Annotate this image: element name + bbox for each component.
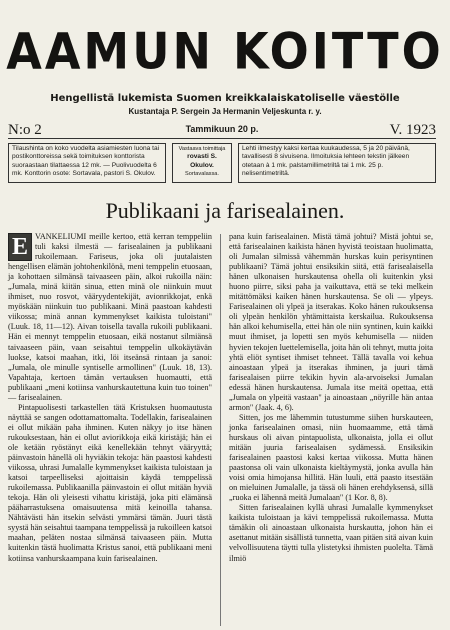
article-column-left: [8, 232, 212, 564]
article-paragraph: pana kuin farisealainen. Mistä tämä johtui? Mistä johtui se, että farisealainen kaikista hänen hyvistä teoistaan huolimatta, oli Jumalan silmissä vähemmän hurskas kuin perisyntinen publikaani? Tämä johtui ensiksikin siitä, että farisealaisella hänen ulkonaisen hurskautensa ohella oli kuitenkin yksi huono piirre, siksi paha ja vaikuttava, että se teki melkein mitättömäksi kaiken hänen hurskautensa. Se oli — ylpeys. Farisealainen oli ylpeä ja itserakas. Koko hänen rukouksensa oli ylpeän henkilön yhtämittaista kerskailua. Rukouksensa hän alkoi kehumisella, ettei hän ole niin syntinen, kuin kaikki muut ihmiset, ja lopetti sen myös kehumisella — niiden hyvien tekojen luettelemisella, joita hän oli tehnyt, mutta joita yhtä eliöt syntiset ihmiset tehneet. Tällä tavalla voi kehua ainoastaan ylpeä ja itserakas ihminen, ja juuri tämä farisealaisen piirre tekikin hyvin ala-arvoiseksi Jumalan edessä hänen hurskautensa. Jumala itse meitä opettaa, että „Jumala on ylpeitä vastaan" ja ainoastaan „nöyrille hän antaa armon" (Jaak. 4, 6).: [229, 232, 433, 412]
publication-info-box: Lehti ilmestyy kaksi kertaa kuukaudessa, 5 ja 20 päivänä, tavallisesti 8 sivuisena. Ilmoituksia lehteen tekstin jälkeen otetaan à 1 mk. palstamillimetriltä tai 1 mk. 25 p. nelisentimetriltä.: [238, 143, 436, 183]
editor-info-box: [172, 143, 232, 183]
masthead-title: AAMUN KOITTO: [6, 21, 444, 81]
publisher-line: Kustantaja P. Sergein Ja Hermanin Veljeskunta r. y.: [128, 107, 322, 116]
drop-cap: E: [8, 233, 32, 261]
issue-row: [8, 120, 436, 139]
masthead-subtitle: Hengellistä lukemista Suomen kreikkalaiskatoliselle väestölle: [50, 93, 400, 104]
article-column-right: [229, 232, 433, 564]
editor-role: Vastaava toimittaja: [178, 146, 226, 152]
column-divider: [220, 234, 221, 626]
article-paragraph: Sitten farisealainen kyllä uhrasi Jumalalle kymmenykset kaikista tuloistaan ja kävi temppelissä rukoilemassa. Mutta tämäkin oli ainoastaan ulkonaista hurskautta, johon hän ei asettanut mitään sisällistä tunnetta, vaan pitäen sitä aivan kuin velvollisuutena täytti tulla ylistetyksi ihmisten puolelta. Tämä ilmiö: [229, 503, 433, 563]
editor-name: rovasti S. Okulov.: [187, 153, 217, 169]
article-paragraph: Sitten, jos me lähemmin tutustumme siihen hurskauteen, jonka farisealainen omasi, niin huomaamme, että tämä hurskaus oli aivan pintapuolista, ulkonaista, jolla ei ollut mitään juuria farisealaisen sydämessä. Ensiksikin farisealainen paastosi kaksi kertaa viikossa. Mutta hänen paastonsa oli vain ulkonaista kieltäymystä, jonka avulla hän voisi omia himojansa hillitä. Hän luuli, että paasto itsestään on mieluinen Jumalalle, ja tässä oli hänen erehdyksensä, sillä „ruoka ei lähennä meitä Jumalaan" (1 Kor. 8, 8).: [229, 412, 433, 503]
editor-location: Sortavalassa.: [185, 171, 219, 178]
article-paragraph: VANKELIUMI meille kertoo, että kerran temppeliin tuli kaksi ilmestä — farisealainen ja publikaani rukoilemaan. Fariseus, joka oli juutalaisten hengellisen elämän johtohenkilönä, meni temppelin etuosaan, ja kohottaen silmänsä taivaaseen päin, alkoi rukoilla näin: „Jumala, minä kiitän sinua, etten minä ole niinkuin muut ihmiset, nuo rosvot, vääryydentekijät, avionrikkojat, enkä myöskään niinkuin tuo publikaani. Minä paastoan kahdesti viikossa; minä annan kymmenykset kaikista tuloistani" (Luuk. 18, 11—12). Aivan toisella tavalla rukoili publikaani. Hän ei mennyt temppelin etuosaan, eikä nostanut silmiänsä taivaaseen päin, vaan seisahtui temppelin ulkokäytävän luokse, katsoi maahan, itki, löi itseänsä rintaan ja sanoi: „Jumala, ole minulle syntiselle armollinen" (Luuk. 18, 13). Vapahtaja, kertoen tämän vertauksen huomautti, että publikaani „meni kotiinsa vanhurskautettuna kuin tuo toinen" — farisealainen.: [8, 232, 212, 402]
issue-date: Tammikuun 20 p.: [185, 124, 259, 134]
article-paragraph: Pintapuolisesti tarkastellen tätä Kristuksen huomautusta näyttää se sangen odottamattomalta. Todellakin, farisealainen ei ollut mikään paha ihminen. Kuten näkyy jo itse hänen rukouksestaan, hän ei ollut aviorikkoja eikä kiristäjä; hän ei ole ketään ryöstänyt eikä kenellekään tehnyt vääryyttä; päinvastoin hänellä oli hyviäkin tekoja: hän paastosi kahdesti viikossa, uhrasi Jumalalle kymmenykset kaikista tuloistaan ja katsoi tarpeelliseksi ajoittaisin käydä temppelissä rukoilemassa. Publikaanilla päinvastoin ei ollut mitään hyviä tekoja. Hän oli yleisesti vihattu kiristäjä, joka piti elämänsä pääharrastuksena omaisuutensa mitä keinoilla tahansa. Nähtävästi hän itsekin selvästi ymmärsi tämän. Juuri tästä syystä hän seisahtui taampana temppelissä ja rukoilleen katsoi maahan, peläten nostaa silmänsä taivaaseen päin. Mutta kuitenkin tästä huolimatta Kristus sanoi, että publikaani meni kotiinsa vanhurskaampana kuin farisealainen.: [8, 402, 212, 563]
subscription-info-box: Tilaushinta on koko vuodelta asiamiesten luona tai postikonttoreissa sekä toimituksen konttorista suoraastaan tilattaessa 12 mk. — Puolivuodelta 6 mk. Konttorin osote: Sortavala, pastori S. Okulov.: [8, 143, 166, 183]
issue-number: N:o 2: [8, 122, 42, 138]
issue-year: V. 1923: [389, 122, 436, 138]
article-title: Publikaani ja farisealainen.: [105, 198, 345, 223]
